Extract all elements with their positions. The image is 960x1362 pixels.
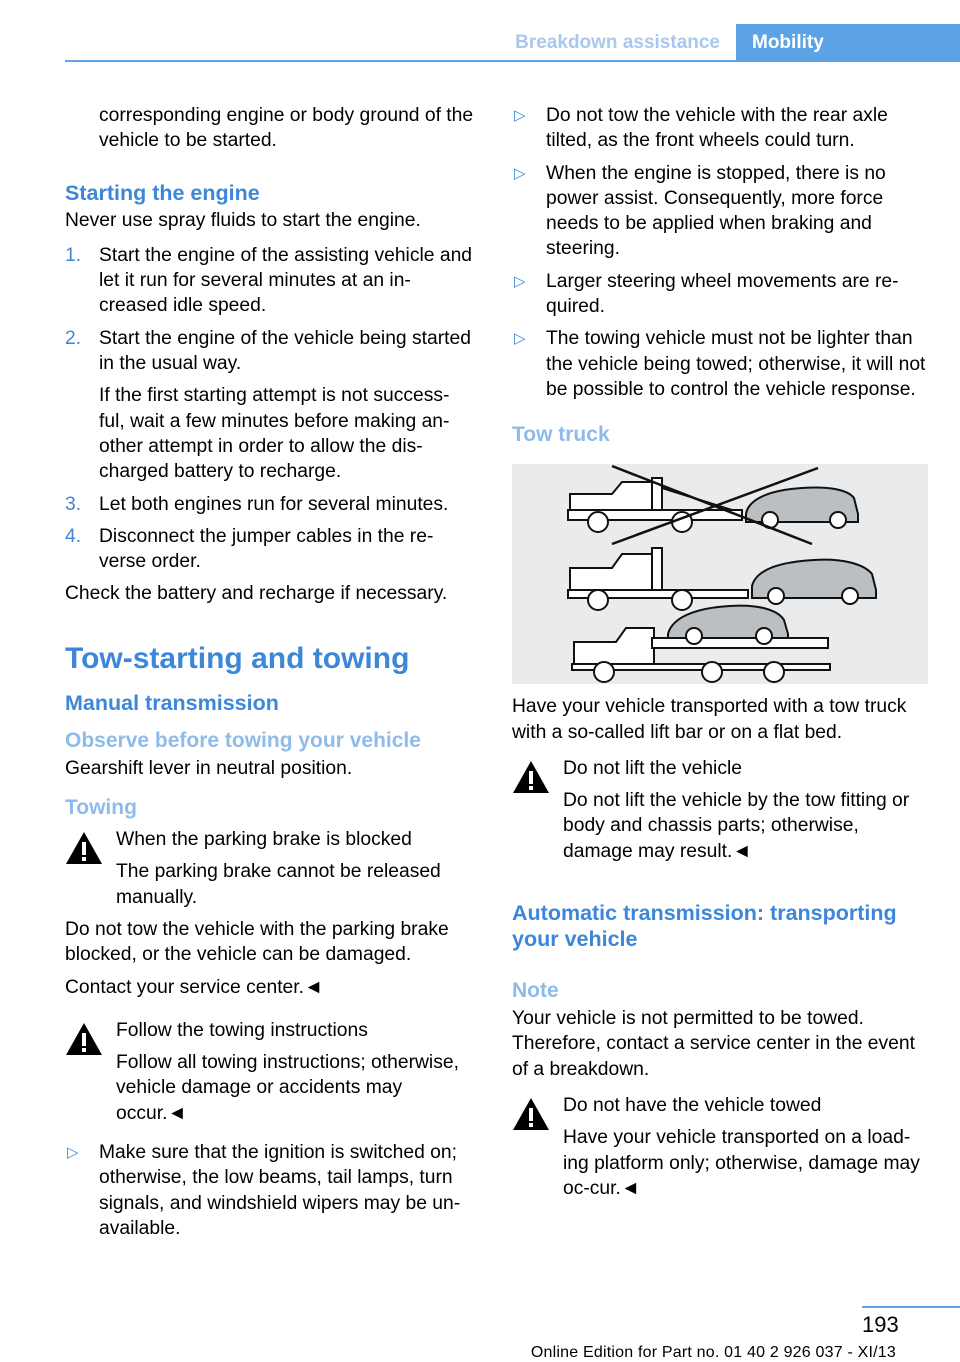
list-item-extra-text: If the first starting attempt is not success-ful, wait a few minutes before making an-other attempt in order to allow the dis-charged battery to recharge. [99,385,450,483]
manual-transmission-heading: Manual transmission [65,690,279,715]
list-item-text: Disconnect the jumper cables in the re-verse order. [99,525,434,573]
page-number: 193 [862,1312,899,1337]
list-item [512,103,928,154]
list-item-text: Larger steering wheel movements are re-quired. [546,270,899,318]
triangle-bullet-icon: ▷ [514,164,526,182]
warning-title: Do not have the vehicle towed [563,1094,822,1116]
warning-triangle-icon [65,1022,103,1056]
list-item [65,492,475,517]
warning-text: Have your vehicle transported on a load-ing platform only; otherwise, damage may oc-cur.◄ [563,1127,920,1199]
warning-paragraph: Do not tow the vehicle with the parking brake blocked, or the vehicle can be damaged. [65,918,449,966]
list-item-text: Start the engine of the vehicle being started in the usual way. [99,327,471,375]
check-battery-text: Check the battery and recharge if necessary. [65,583,448,605]
list-number: 3. [65,493,82,515]
footer-rule [862,1306,960,1308]
warning-title: Do not lift the vehicle [563,757,742,779]
note-text: Your vehicle is not permitted to be towed. Therefore, contact a service center in the event of a breakdown. [512,1008,915,1080]
tow-truck-heading: Tow truck [512,423,610,447]
list-item [65,243,475,319]
observe-heading: Observe before towing your vehicle [65,728,421,752]
page-footer [0,1306,960,1362]
tow-truck-drawing [512,464,928,684]
tow-truck-illustration [512,464,928,684]
header-chapter-tab: Mobility [736,24,960,62]
triangle-bullet-icon: ▷ [514,330,526,348]
header-rule [65,60,960,62]
warning-text: Do not lift the vehicle by the tow fitting or body and chassis parts; otherwise, damage may result.◄ [563,790,910,862]
list-item-text: When the engine is stopped, there is no power assist. Consequently, more force needs to be applied when braking and steering. [546,162,886,260]
list-item [512,161,928,262]
automatic-transmission-heading: Automatic transmission: transporting your vehicle [512,901,897,952]
triangle-bullet-icon: ▷ [67,1144,79,1162]
list-item-text: Do not tow the vehicle with the rear axle tilted, as the front wheels could turn. [546,105,888,152]
warning-triangle-icon [512,1097,550,1131]
starting-engine-heading: Starting the engine [65,180,260,205]
list-item-text: Start the engine of the assisting vehicle and let it run for several minutes at an in-creased idle speed. [99,244,473,317]
list-item-text: Let both engines run for several minutes. [99,493,449,515]
list-item [65,326,475,485]
list-number: 4. [65,525,82,547]
warning-paragraph: Contact your service center.◄ [65,976,324,998]
warning-block [65,1018,475,1126]
warning-text: The parking brake cannot be released manually. [116,861,441,908]
warning-block [65,827,475,910]
list-item [512,269,928,320]
warning-triangle-icon [65,831,103,865]
warning-title: When the parking brake is blocked [116,829,412,851]
warning-text: Follow all towing instructions; otherwise, vehicle damage or accidents may occur.◄ [116,1052,459,1124]
triangle-bullet-icon: ▷ [514,107,526,124]
header-section-title: Breakdown assistance [515,32,720,53]
list-item-text: The towing vehicle must not be lighter than the vehicle being towed; otherwise, it will not be possible to control the vehicle response. [546,328,926,400]
note-heading: Note [512,979,559,1003]
page-header [65,24,960,62]
list-item [65,524,475,575]
warning-title: Follow the towing instructions [116,1019,368,1041]
triangle-bullet-icon: ▷ [514,272,526,290]
list-item-text: Make sure that the ignition is switched on; otherwise, the low beams, tail lamps, turn signals, and windshield wipers may be un-available. [99,1142,461,1239]
starting-engine-text: Never use spray fluids to start the engine. [65,209,421,231]
right-column [512,103,928,1201]
intro-paragraph: corresponding engine or body ground of the vehicle to be started. [99,105,474,152]
list-number: 2. [65,327,82,349]
list-item [512,326,928,402]
tow-starting-heading: Tow-starting and towing [65,641,410,675]
edition-text: Online Edition for Part no. 01 40 2 926 037 - XI/13 [530,1344,896,1361]
towing-heading: Towing [65,796,137,820]
warning-triangle-icon [512,760,550,794]
warning-block [512,1093,928,1201]
gearshift-text: Gearshift lever in neutral position. [65,757,353,779]
list-number: 1. [65,244,82,266]
left-column [65,103,475,1241]
list-item [65,1140,475,1241]
tow-truck-text: Have your vehicle transported with a tow truck with a so-called lift bar or on a flat bed. [512,696,907,743]
warning-block [512,756,928,864]
